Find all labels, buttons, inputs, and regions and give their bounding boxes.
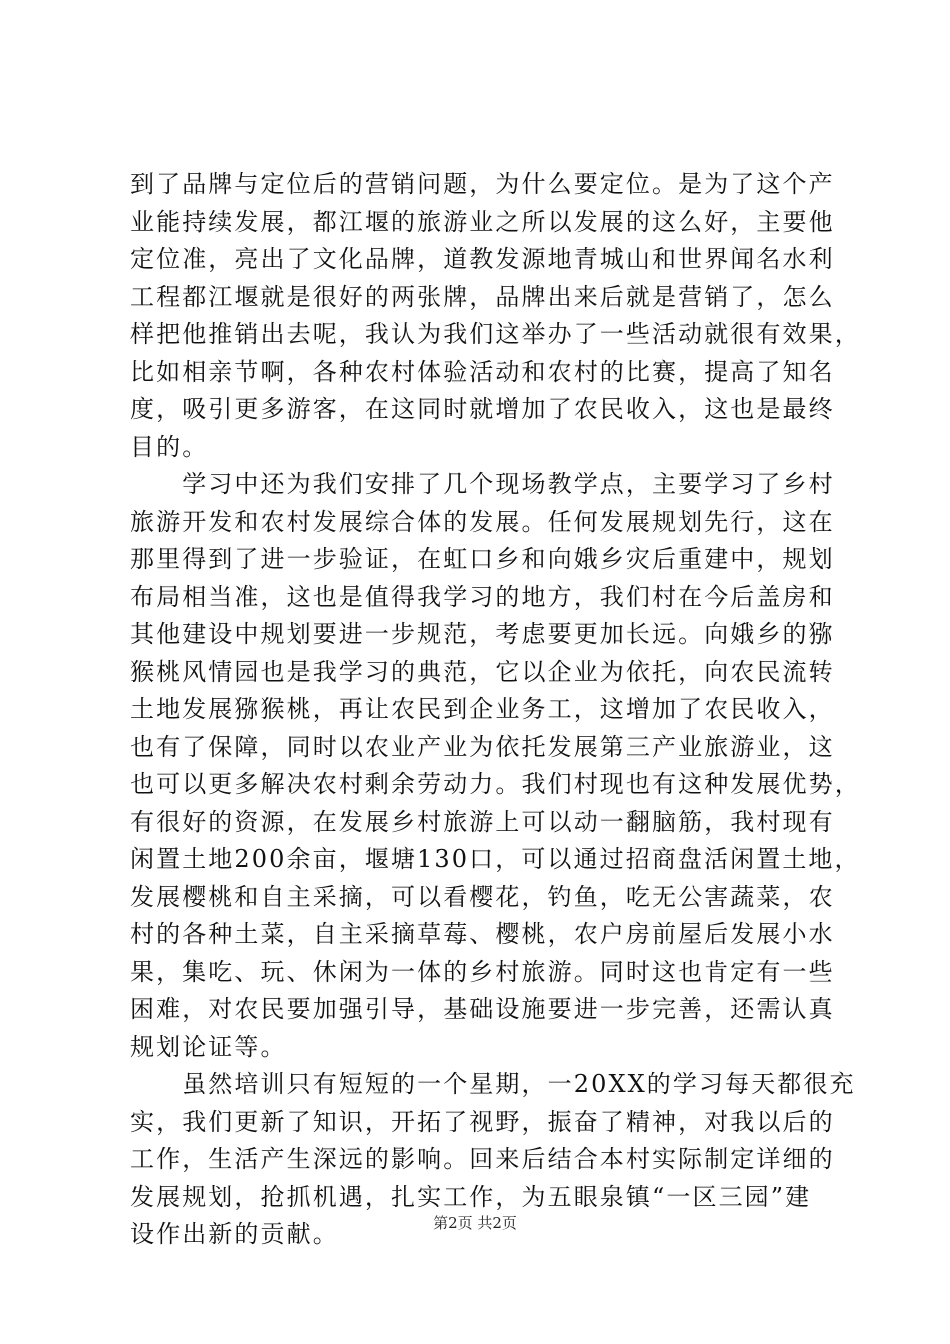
text-line: 其他建设中规划要进一步规范，考虑要更加长远。向娥乡的猕 [130,620,835,648]
page-number-footer: 第2页 共2页 [433,1214,517,1232]
text-line: 也可以更多解决农村剩余劳动力。我们村现也有这种发展优势， [130,770,861,798]
text-line: 虽然培训只有短短的一个星期，一20XX的学习每天都很充 [130,1070,856,1098]
body-text [130,166,861,1254]
text-line: 那里得到了进一步验证，在虹口乡和向娥乡灾后重建中，规划 [130,545,835,573]
text-line: 工作，生活产生深远的影响。回来后结合本村实际制定详细的 [130,1145,835,1173]
text-line: 也有了保障，同时以农业产业为依托发展第三产业旅游业，这 [130,732,835,761]
text-line: 设作出新的贡献。 [130,1220,339,1248]
text-line: 发展规划，抢抓机遇，扎实工作，为五眼泉镇“一区三园”建 [130,1182,812,1211]
text-line: 土地发展猕猴桃，再让农民到企业务工，这增加了农民收入， [130,695,835,723]
text-line: 业能持续发展，都江堰的旅游业之所以发展的这么好，主要他 [130,207,835,236]
text-line: 度，吸引更多游客，在这同时就增加了农民收入，这也是最终 [130,395,835,423]
text-line: 目的。 [130,432,209,461]
text-line: 到了品牌与定位后的营销问题，为什么要定位。是为了这个产 [130,170,835,198]
text-line: 发展樱桃和自主采摘，可以看樱花，钓鱼，吃无公害蔬菜，农 [130,882,835,911]
text-line: 闲置土地200余亩，堰塘130口，可以通过招商盘活闲置土地， [130,845,861,873]
text-line: 果，集吃、玩、休闲为一体的乡村旅游。同时这也肯定有一些 [130,957,835,986]
text-line: 旅游开发和农村发展综合体的发展。任何发展规划先行，这在 [130,507,835,536]
text-line: 猴桃风情园也是我学习的典范，它以企业为依托，向农民流转 [130,657,835,686]
text-line: 布局相当准，这也是值得我学习的地方，我们村在今后盖房和 [130,582,835,611]
text-line: 样把他推销出去呢，我认为我们这举办了一些活动就很有效果， [130,320,861,348]
text-line: 规划论证等。 [130,1032,287,1061]
text-line: 村的各种土菜，自主采摘草莓、樱桃，农户房前屋后发展小水 [130,920,835,948]
text-line: 工程都江堰就是很好的两张牌，品牌出来后就是营销了，怎么 [130,282,835,311]
text-line: 定位准，亮出了文化品牌，道教发源地青城山和世界闻名水利 [130,245,835,273]
text-line: 比如相亲节啊，各种农村体验活动和农村的比赛，提高了知名 [130,357,835,386]
text-line: 实，我们更新了知识，开拓了视野，振奋了精神，对我以后的 [130,1107,835,1136]
text-line: 困难，对农民要加强引导，基础设施要进一步完善，还需认真 [130,995,835,1023]
text-line: 有很好的资源，在发展乡村旅游上可以动一翻脑筋，我村现有 [130,807,835,836]
text-line: 学习中还为我们安排了几个现场教学点，主要学习了乡村 [130,470,835,498]
